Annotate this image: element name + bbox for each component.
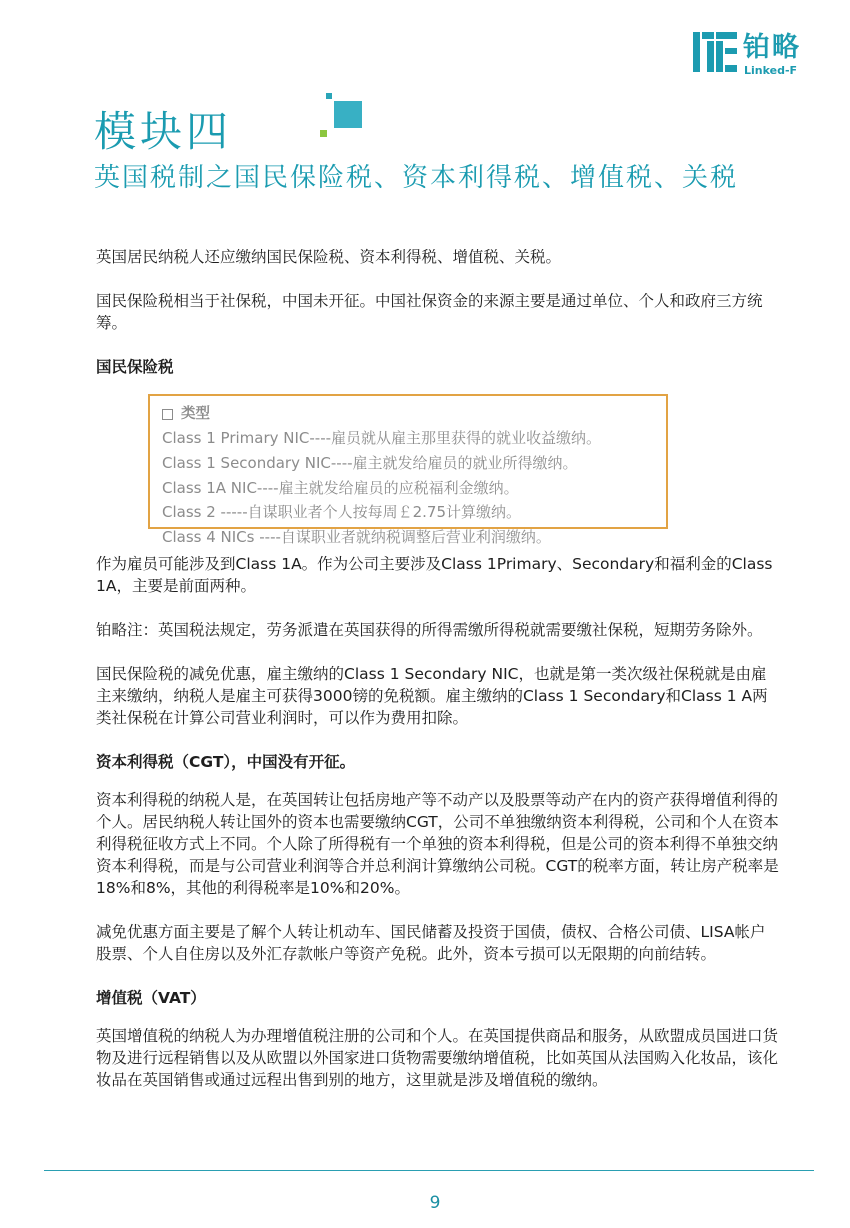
nic-types-box (148, 394, 668, 547)
brand-logo (693, 32, 813, 76)
nic-relief-paragraph: 国民保险税的减免优惠，雇主缴纳的Class 1 Secondary NIC，也就是第一类次级社保税就是由雇主来缴纳，纳税人是雇主可获得3000镑的免税额。雇主缴纳的Class 1 Secondary和Class 1 A两类社保税在计算公司营业利润时，可以作为费用扣除。 (96, 665, 768, 727)
brand-name-cn: 铂略 (743, 32, 801, 63)
vat-heading: 增值税（VAT） (96, 989, 206, 1007)
nic-type-item: Class 1 Primary NIC----雇员就从雇主那里获得的就业收益缴纳。 (162, 429, 602, 447)
main-content (96, 246, 780, 1113)
page-number: 9 (429, 1193, 441, 1213)
footer-divider (44, 1170, 814, 1171)
module-title: 模块四 (94, 107, 233, 156)
module-subtitle: 英国税制之国民保险税、资本利得税、增值税、关税 (94, 163, 739, 193)
linked-note-paragraph: 铂略注：英国税法规定，劳务派遣在英国获得的所得需缴所得税就需要缴社保税，短期劳务除外。 (96, 621, 763, 639)
nic-box-title (162, 402, 654, 426)
nic-type-item: Class 4 NICs ----自谋职业者就纳税调整后营业利润缴纳。 (162, 528, 551, 547)
nic-type-item: Class 1A NIC----雇主就发给雇员的应税福利金缴纳。 (162, 478, 519, 497)
cgt-heading: 资本利得税（CGT），中国没有开征。 (96, 753, 356, 771)
nic-intro-paragraph: 国民保险税相当于社保税，中国未开征。中国社保资金的来源主要是通过单位、个人和政府三方统筹。 (96, 292, 763, 332)
linked-f-logo-icon (693, 32, 737, 72)
brand-name-en: Linked-F (744, 64, 798, 77)
checkbox-square-icon (162, 409, 173, 420)
intro-paragraph: 英国居民纳税人还应缴纳国民保险税、资本利得税、增值税、关税。 (96, 248, 562, 266)
vat-paragraph: 英国增值税的纳税人为办理增值税注册的公司和个人。在英国提供商品和服务，从欧盟成员国进口货物及进行远程销售以及从欧盟以外国家进口货物需要缴纳增值税，比如英国从法国购入化妆品，该化妆品在英国销售或通过远程出售到别的地方，这里就是涉及增值税的缴纳。 (96, 1027, 779, 1089)
nic-type-item: Class 2 -----自谋职业者个人按每周￡2.75计算缴纳。 (162, 503, 522, 522)
nic-note-paragraph: 作为雇员可能涉及到Class 1A。作为公司主要涉及Class 1Primary、Secondary和福利金的Class 1A，主要是前面两种。 (96, 555, 773, 595)
cgt-relief-paragraph: 减免优惠方面主要是了解个人转让机动车、国民储蓄及投资于国债，债权、合格公司债、LISA帐户股票、个人自住房以及外汇存款帐户等资产免税。此外，资本亏损可以无限期的向前结转。 (96, 923, 766, 963)
decorative-squares (318, 91, 366, 139)
nic-type-item: Class 1 Secondary NIC----雇主就发给雇员的就业所得缴纳。 (162, 453, 578, 472)
nic-heading: 国民保险税 (96, 358, 174, 376)
nic-box-title-text: 类型 (181, 406, 210, 422)
cgt-paragraph: 资本利得税的纳税人是，在英国转让包括房地产等不动产以及股票等动产在内的资产获得增值利得的个人。居民纳税人转让国外的资本也需要缴纳CGT，公司不单独缴纳资本利得税，公司和个人在资本利得税征收方式上不同。个人除了所得税有一个单独的资本利得税，但是公司的资本利得不单独交纳资本利得税，而是与公司营业利润等合并总利润计算缴纳公司税。CGT的税率方面，转让房产税率是18%和8%，其他的利得税率是10%和20%。 (96, 791, 779, 897)
